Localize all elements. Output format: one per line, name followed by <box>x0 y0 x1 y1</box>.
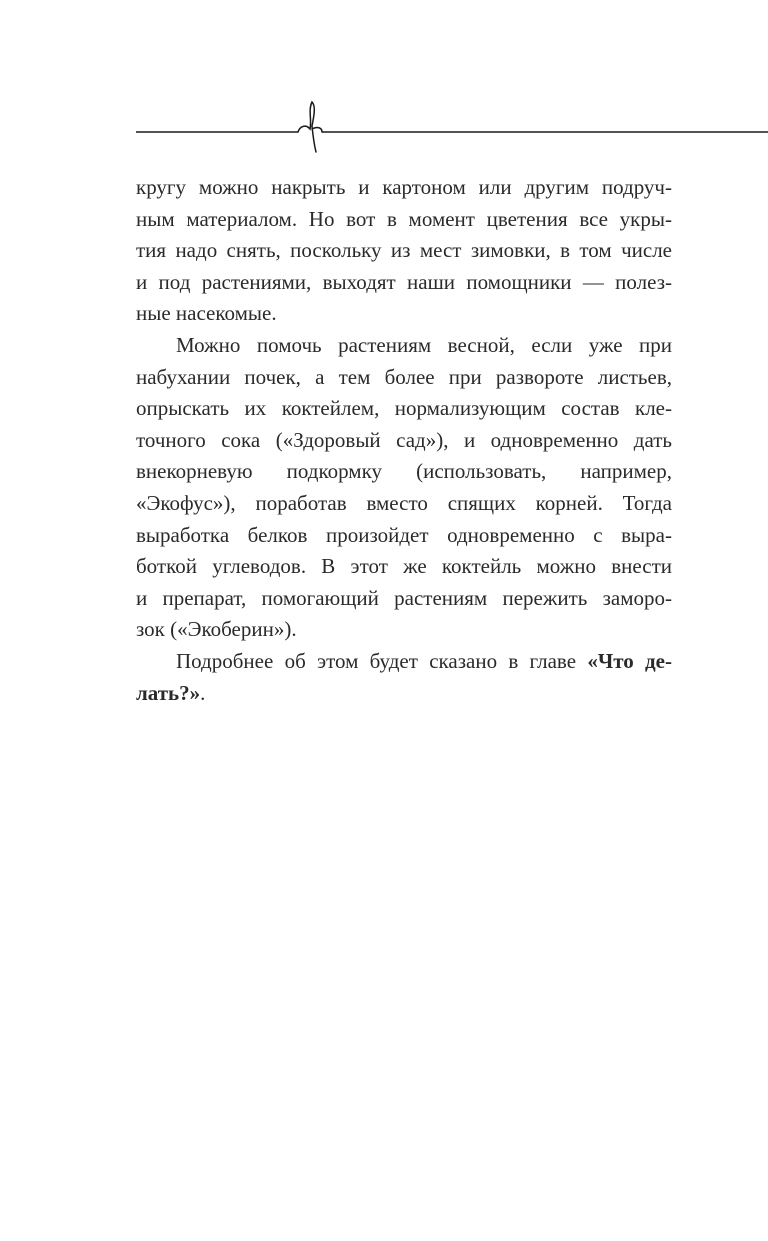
text-line: опрыскать их коктейлем, нормализующим состав кле- <box>136 396 672 421</box>
text-line: набухании почек, а тем более при развороте листьев, <box>136 364 672 389</box>
text-line: Можно помочь растениям весной, если уже при <box>176 332 672 357</box>
chapter-reference-lead: Подробнее об этом будет сказано в главе <box>176 648 588 673</box>
text-line: и под растениями, выходят наши помощники — полез- <box>136 269 672 294</box>
text-line: и препарат, помогающий растениям пережить замоpo- <box>136 585 672 610</box>
text-line: ные насекомые. <box>136 301 277 326</box>
text-line: кругу можно накрыть и картоном или другим подруч- <box>136 175 672 199</box>
text-line: тия надо снять, поскольку из мест зимовки, в том числе <box>136 238 672 263</box>
body-text <box>136 172 672 709</box>
chapter-reference-title: «Что де- <box>587 648 672 673</box>
text-line: «Экофус»), поработав вместо спящих корней. Тогда <box>136 490 672 515</box>
text-line: зок («Экоберин»). <box>136 617 297 642</box>
chapter-reference-period: . <box>200 680 206 705</box>
text-line: ным материалом. Но вот в момент цветения все укры- <box>136 206 672 231</box>
text-line <box>136 678 672 710</box>
chapter-reference-title-end: лать?» <box>136 680 201 705</box>
text-line: боткой углеводов. В этот же коктейль можно внести <box>136 554 672 579</box>
text-line: внекорневую подкормку (использовать, например, <box>136 459 672 484</box>
header-ornament <box>0 96 768 160</box>
text-line: выработка белков произойдет одновременно с выра- <box>136 522 672 547</box>
text-line: точного сока («Здоровый сад»), и одновременно дать <box>136 427 672 452</box>
text-line <box>136 646 672 678</box>
sprout-flourish-icon <box>298 102 322 152</box>
